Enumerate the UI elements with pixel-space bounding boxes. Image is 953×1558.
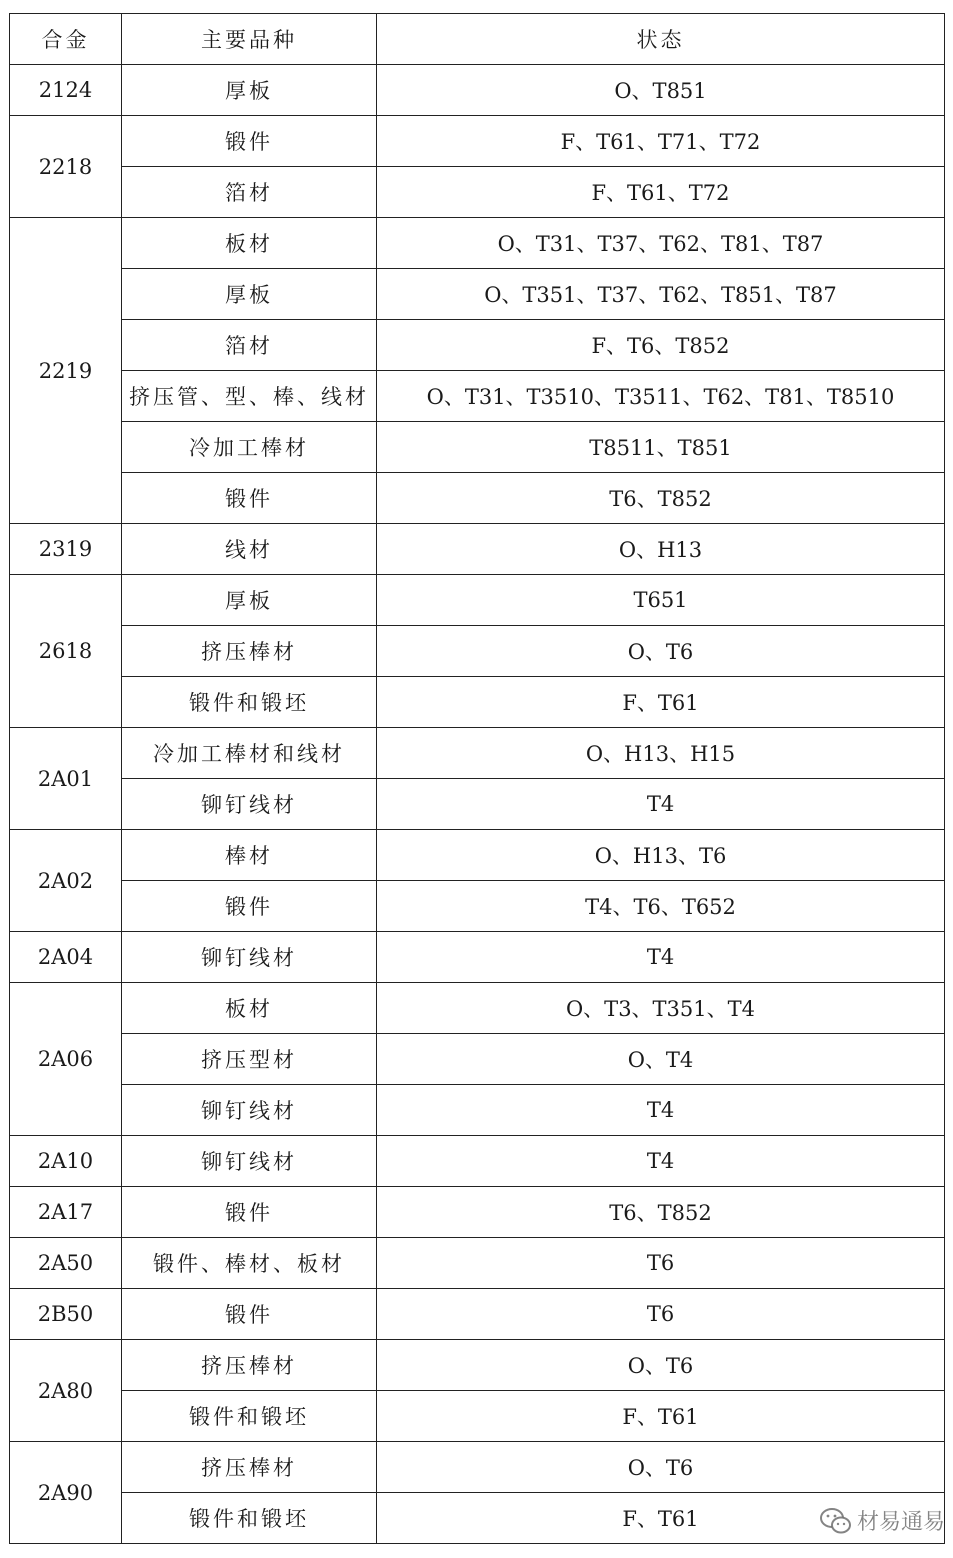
alloy-cell: 2A90	[10, 1442, 122, 1544]
alloy-cell: 2A50	[10, 1238, 122, 1289]
table-row	[10, 728, 945, 779]
product-cell: 锻件和锻坯	[122, 1391, 377, 1442]
watermark	[819, 1505, 945, 1536]
table-row	[10, 65, 945, 116]
table-row	[10, 1289, 945, 1340]
product-cell: 箔材	[122, 320, 377, 371]
product-cell: 箔材	[122, 167, 377, 218]
temper-cell: O、T6	[377, 1340, 945, 1391]
product-cell: 厚板	[122, 269, 377, 320]
temper-cell: O、T6	[377, 1442, 945, 1493]
table-row	[10, 1493, 945, 1544]
product-cell: 挤压管、型、棒、线材	[122, 371, 377, 422]
product-cell: 锻件	[122, 473, 377, 524]
product-cell: 锻件和锻坯	[122, 677, 377, 728]
table-header-row	[10, 14, 945, 65]
table-row	[10, 422, 945, 473]
product-cell: 挤压棒材	[122, 1442, 377, 1493]
alloy-cell: 2A02	[10, 830, 122, 932]
product-cell: 冷加工棒材和线材	[122, 728, 377, 779]
watermark-text: 材易通易	[856, 1510, 945, 1535]
product-cell: 板材	[122, 218, 377, 269]
table-row	[10, 1136, 945, 1187]
temper-cell: O、T31、T37、T62、T81、T87	[377, 218, 945, 269]
temper-cell: T6、T852	[377, 473, 945, 524]
temper-cell: O、T4	[377, 1034, 945, 1085]
temper-cell: T6、T852	[377, 1187, 945, 1238]
alloy-cell: 2618	[10, 575, 122, 728]
product-cell: 锻件	[122, 881, 377, 932]
temper-cell: O、T3、T351、T4	[377, 983, 945, 1034]
temper-cell: F、T61	[377, 1493, 945, 1544]
table-row	[10, 1238, 945, 1289]
product-cell: 锻件	[122, 1289, 377, 1340]
table-row	[10, 626, 945, 677]
alloy-cell: 2B50	[10, 1289, 122, 1340]
product-cell: 铆钉线材	[122, 779, 377, 830]
product-cell: 板材	[122, 983, 377, 1034]
header-temper: 状态	[377, 14, 945, 65]
product-cell: 铆钉线材	[122, 932, 377, 983]
table-row	[10, 269, 945, 320]
temper-cell: O、H13	[377, 524, 945, 575]
temper-cell: O、H13、T6	[377, 830, 945, 881]
temper-cell: F、T61	[377, 1391, 945, 1442]
product-cell: 锻件	[122, 116, 377, 167]
table-row	[10, 116, 945, 167]
table-row	[10, 1442, 945, 1493]
table-row	[10, 1187, 945, 1238]
product-cell: 厚板	[122, 65, 377, 116]
product-cell: 挤压棒材	[122, 626, 377, 677]
product-cell: 线材	[122, 524, 377, 575]
table-row	[10, 983, 945, 1034]
wechat-logo-icon	[819, 1506, 853, 1536]
table-row	[10, 932, 945, 983]
alloy-temper-table	[9, 13, 945, 1544]
table-body	[10, 65, 945, 1544]
alloy-cell: 2124	[10, 65, 122, 116]
table-row	[10, 1340, 945, 1391]
temper-cell: T4、T6、T652	[377, 881, 945, 932]
table-row	[10, 473, 945, 524]
temper-cell: T4	[377, 1136, 945, 1187]
alloy-cell: 2A10	[10, 1136, 122, 1187]
product-cell: 挤压棒材	[122, 1340, 377, 1391]
temper-cell: F、T61、T71、T72	[377, 116, 945, 167]
table-row	[10, 320, 945, 371]
alloy-cell: 2A01	[10, 728, 122, 830]
alloy-cell: 2218	[10, 116, 122, 218]
temper-cell: F、T6、T852	[377, 320, 945, 371]
alloy-cell: 2A80	[10, 1340, 122, 1442]
header-alloy: 合金	[10, 14, 122, 65]
table-row	[10, 1085, 945, 1136]
table-row	[10, 677, 945, 728]
temper-cell: T651	[377, 575, 945, 626]
temper-cell: O、H13、H15	[377, 728, 945, 779]
product-cell: 冷加工棒材	[122, 422, 377, 473]
header-product: 主要品种	[122, 14, 377, 65]
product-cell: 锻件和锻坯	[122, 1493, 377, 1544]
alloy-cell: 2219	[10, 218, 122, 524]
alloy-cell: 2A17	[10, 1187, 122, 1238]
product-cell: 锻件、棒材、板材	[122, 1238, 377, 1289]
alloy-cell: 2A06	[10, 983, 122, 1136]
temper-cell: O、T351、T37、T62、T851、T87	[377, 269, 945, 320]
table-row	[10, 575, 945, 626]
temper-cell: T4	[377, 779, 945, 830]
product-cell: 厚板	[122, 575, 377, 626]
product-cell: 铆钉线材	[122, 1136, 377, 1187]
alloy-cell: 2A04	[10, 932, 122, 983]
table-row	[10, 881, 945, 932]
table-row	[10, 167, 945, 218]
product-cell: 挤压型材	[122, 1034, 377, 1085]
table-row	[10, 371, 945, 422]
table-row	[10, 1034, 945, 1085]
temper-cell: T8511、T851	[377, 422, 945, 473]
temper-cell: F、T61、T72	[377, 167, 945, 218]
product-cell: 棒材	[122, 830, 377, 881]
temper-cell: T4	[377, 932, 945, 983]
temper-cell: O、T851	[377, 65, 945, 116]
table-row	[10, 218, 945, 269]
temper-cell: O、T31、T3510、T3511、T62、T81、T8510	[377, 371, 945, 422]
table-row	[10, 830, 945, 881]
table-row	[10, 779, 945, 830]
table-row	[10, 524, 945, 575]
product-cell: 铆钉线材	[122, 1085, 377, 1136]
temper-cell: O、T6	[377, 626, 945, 677]
temper-cell: T6	[377, 1238, 945, 1289]
temper-cell: F、T61	[377, 677, 945, 728]
alloy-cell: 2319	[10, 524, 122, 575]
table-row	[10, 1391, 945, 1442]
product-cell: 锻件	[122, 1187, 377, 1238]
temper-cell: T6	[377, 1289, 945, 1340]
temper-cell: T4	[377, 1085, 945, 1136]
